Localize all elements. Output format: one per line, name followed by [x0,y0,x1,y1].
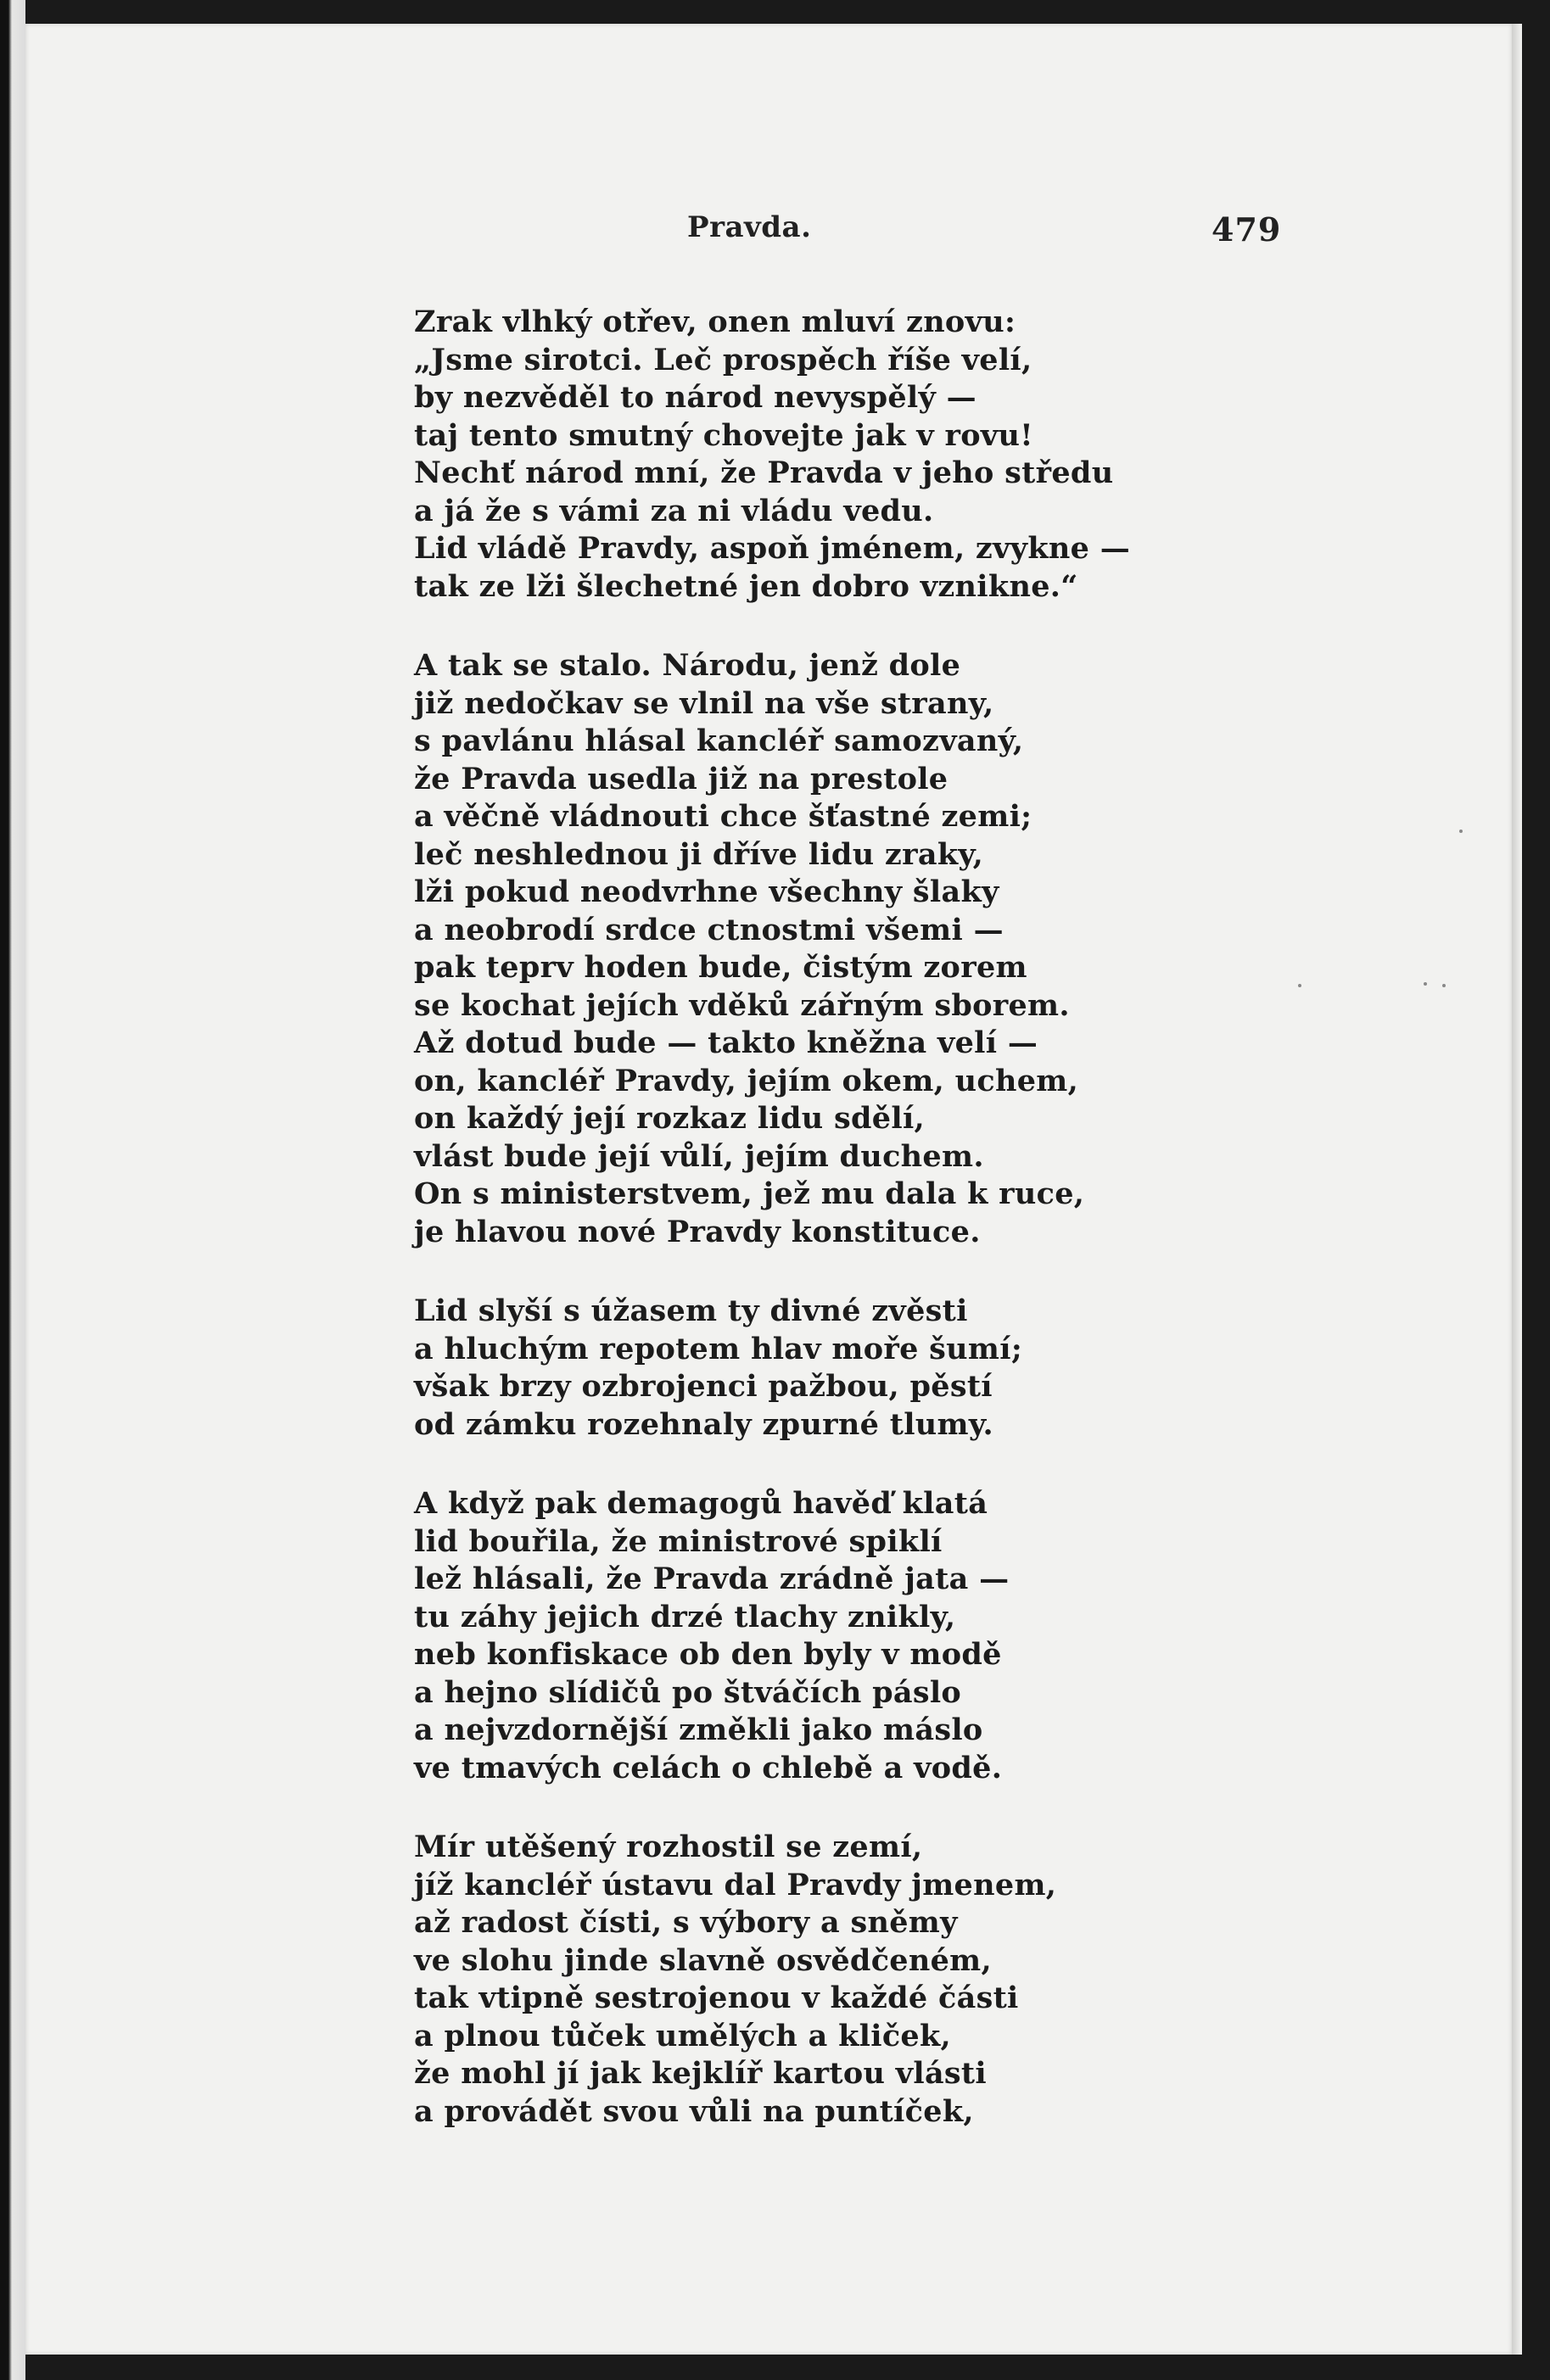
verse-line: by nezvěděl to národ nevyspělý — [414,380,976,415]
verse-line: však brzy ozbrojenci pažbou, pěstí [414,1369,993,1404]
verse-line: Nechť národ mní, že Pravda v jeho středu [414,455,1114,490]
scan-speck [1424,982,1427,986]
stanza-1 [414,304,1449,606]
verse-line: až radost čísti, s výbory a sněmy [414,1905,958,1940]
scan-speck [1459,830,1463,833]
verse-line: Lid vládě Pravdy, aspoň jménem, zvykne — [414,531,1131,566]
verse-line: s pavlánu hlásal kancléř samozvaný, [414,723,1024,758]
scan-speck [1442,984,1446,987]
scan-speck [1298,984,1301,987]
book-page [25,24,1512,2355]
page-right-edge [1512,24,1522,2355]
verse-line: taj tento smutný chovejte jak v rovu! [414,417,1033,453]
verse-line: neb konfiskace ob den byly v modě [414,1637,1002,1672]
stanza-2 [414,647,1449,1251]
verse-line: A když pak demagogů havěď klatá [414,1486,988,1521]
verse-line: že Pravda usedla již na prestole [414,761,948,796]
scan-left-margin [0,0,25,2380]
verse-line: a nejvzdornější změkli jako máslo [414,1712,983,1747]
verse-line: vlást bude její vůlí, jejím duchem. [414,1138,984,1174]
stanza-5 [414,1829,1449,2131]
verse-line: lid bouřila, že ministrové spiklí [414,1523,943,1559]
verse-line: Zrak vlhký otřev, onen mluví znovu: [414,304,1016,339]
verse-line: a věčně vládnouti chce šťastné zemi; [414,799,1032,834]
verse-line: a plnou tůček umělých a kliček, [414,2018,952,2053]
verse-line: že mohl jí jak kejklíř kartou vlásti [414,2056,987,2091]
verse-line: a hejno slídičů po štváčích páslo [414,1674,962,1710]
running-title: Pravda. [687,210,812,244]
stanza-3 [414,1293,1449,1444]
page-number: 479 [1211,210,1282,249]
verse-line: tak vtipně sestrojenou v každé části [414,1981,1019,2015]
verse-line: je hlavou nové Pravdy konstituce. [414,1214,981,1249]
verse-line: leč neshlednou ji dříve lidu zraky, [414,836,984,872]
verse-line: Mír utěšený rozhostil se zemí, [414,1830,923,1864]
verse-line: od zámku rozehnaly zpurné tlumy. [414,1406,993,1442]
verse-line: ve tmavých celách o chlebě a vodě. [414,1750,1003,1785]
page-header [25,210,1512,261]
verse-line: on každý její rozkaz lidu sdělí, [414,1101,926,1136]
verse-line: tu záhy jejich drzé tlachy znikly, [414,1599,956,1634]
verse-line: lež hlásali, že Pravda zrádně jata — [414,1562,1010,1596]
verse-line: ve slohu jinde slavně osvědčeném, [414,1942,993,1978]
verse-line: se kochat jejích vděků zářným sborem. [414,987,1070,1023]
poem-text [414,304,1449,2172]
stanza-4 [414,1485,1449,1787]
verse-line: lži pokud neodvrhne všechny šlaky [414,874,999,909]
verse-line: on, kancléř Pravdy, jejím okem, uchem, [414,1063,1079,1098]
verse-line: jíž kancléř ústavu dal Pravdy jmenem, [414,1867,1057,1902]
verse-line: a hluchým repotem hlav moře šumí; [414,1331,1023,1366]
verse-line: Lid slyší s úžasem ty divné zvěsti [414,1293,968,1328]
verse-line: a provádět svou vůli na puntíček, [414,2093,974,2129]
verse-line: Až dotud bude — takto kněžna velí — [414,1025,1038,1060]
verse-line: „Jsme sirotci. Leč prospěch říše velí, [414,342,1032,377]
verse-line: a neobrodí srdce ctnostmi všemi — [414,912,1004,947]
verse-line: již nedočkav se vlnil na vše strany, [414,685,994,721]
verse-line: a já že s vámi za ni vládu vedu. [414,493,934,528]
verse-line: tak ze lži šlechetné jen dobro vznikne.“ [414,568,1078,604]
verse-line: A tak se stalo. Národu, jenž dole [414,648,961,683]
verse-line: On s ministerstvem, jež mu dala k ruce, [414,1176,1085,1211]
verse-line: pak teprv hoden bude, čistým zorem [414,950,1027,985]
